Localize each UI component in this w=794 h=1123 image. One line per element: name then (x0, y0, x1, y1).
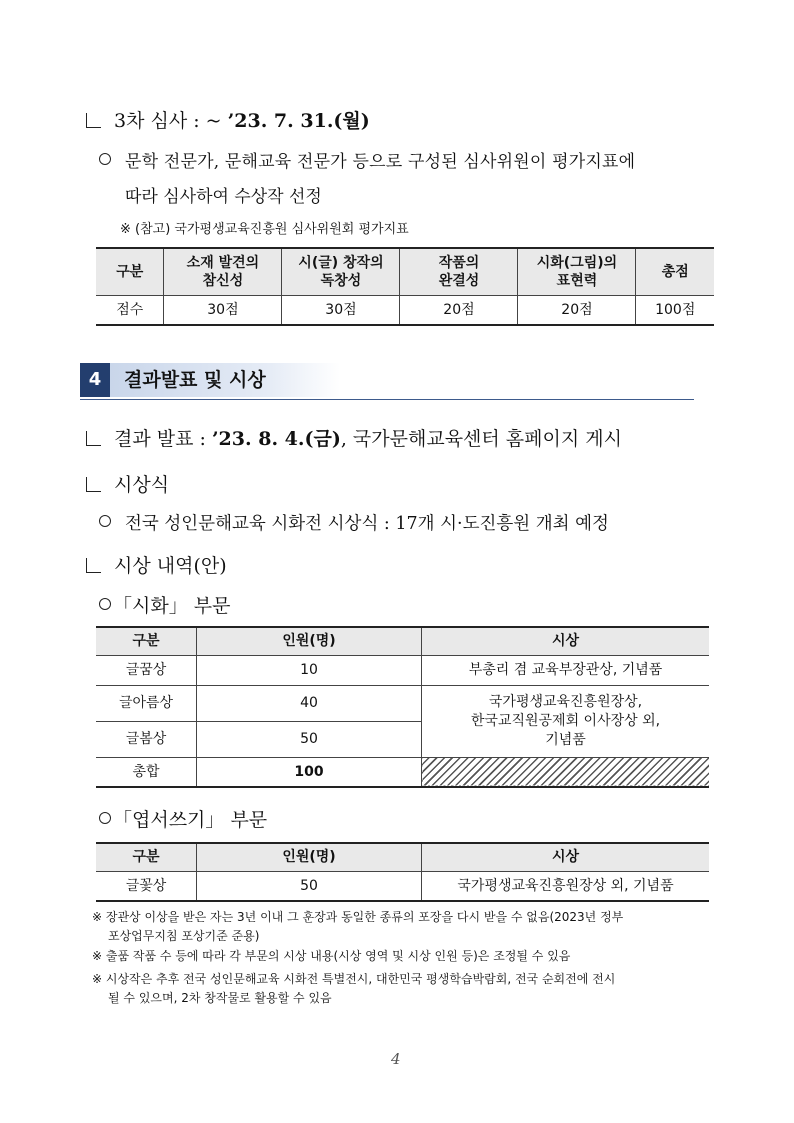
eval-header: 구분 (96, 248, 164, 295)
square-bullet-icon (86, 558, 101, 573)
note-line: 될 수 있으며, 2차 창작물로 활용할 수 있음 (108, 991, 332, 1005)
eval-score: 30점 (282, 295, 400, 325)
ceremony-desc: 전국 성인문해교육 시화전 시상식 : 17개 시·도진흥원 개최 예정 (99, 510, 609, 535)
postcard-header: 시상 (422, 843, 710, 871)
postcard-award-prize: 국가평생교육진흥원장상 외, 기념품 (422, 871, 710, 901)
eval-header: 시(글) 창작의 독창성 (282, 248, 400, 295)
circle-bullet-icon (99, 598, 111, 610)
poem-award-count: 40 (197, 685, 422, 721)
note-line: ※ 출품 작품 수 등에 따라 각 부문의 시상 내용(시상 영역 및 시상 인원 등)은 조정될 수 있음 (92, 949, 571, 963)
circle-bullet-icon (99, 812, 111, 824)
awards-line: 시상 내역(안) (86, 551, 227, 578)
ceremony-line: 시상식 (86, 470, 169, 497)
eval-row-label: 점수 (96, 295, 164, 325)
circle-bullet-icon (99, 515, 111, 527)
poem-awards-table (96, 626, 709, 788)
postcard-header: 구분 (96, 843, 197, 871)
review3-desc-2: 따라 심사하여 수상작 선정 (125, 187, 322, 207)
poem-header: 인원(명) (197, 627, 422, 655)
note-line: ※ 장관상 이상을 받은 자는 3년 이내 그 훈장과 동일한 종류의 포장을 다시 받을 수 없음(2023년 정부 (92, 910, 624, 924)
poem-award-count: 10 (197, 655, 422, 685)
poem-total-value: 100 (197, 757, 422, 787)
poem-header: 구분 (96, 627, 197, 655)
review3-line (86, 106, 370, 133)
postcard-award-count: 50 (197, 871, 422, 901)
evaluation-table (96, 247, 714, 326)
poem-award-merged-prize: 국가평생교육진흥원장상, 한국교직원공제회 이사장상 외, 기념품 (422, 685, 710, 757)
note-line: ※ 시상작은 추후 전국 성인문해교육 시화전 특별전시, 대한민국 평생학습박람회, 전국 순회전에 전시 (92, 972, 616, 986)
eval-score: 30점 (164, 295, 282, 325)
section-header (80, 361, 694, 400)
eval-score: 100점 (636, 295, 714, 325)
section-title: 결과발표 및 시상 (124, 369, 266, 391)
poem-award-name: 글봄상 (96, 721, 197, 757)
review3-date: ’23. 7. 31.(월) (227, 110, 370, 132)
postcard-header: 인원(명) (197, 843, 422, 871)
poem-award-name: 글아름상 (96, 685, 197, 721)
poem-header: 시상 (422, 627, 710, 655)
eval-header: 작품의 완결성 (400, 248, 518, 295)
circle-bullet-icon (99, 153, 111, 165)
review3-desc-1: 문학 전문가, 문해교육 전문가 등으로 구성된 심사위원이 평가지표에 (99, 147, 635, 172)
postcard-award-name: 글꽃상 (96, 871, 197, 901)
hatched-cell (422, 757, 710, 787)
postcard-section-label: 「엽서쓰기」 부문 (99, 805, 267, 832)
postcard-awards-table (96, 842, 709, 902)
square-bullet-icon (86, 113, 101, 128)
poem-award-count: 50 (197, 721, 422, 757)
note-line: 포상업무지침 포상기준 준용) (108, 929, 260, 943)
poem-total-label: 총합 (96, 757, 197, 787)
announce-line: 결과 발표 : ’23. 8. 4.(금), 국가문해교육센터 홈페이지 게시 (86, 424, 622, 451)
poem-award-name: 글꿈상 (96, 655, 197, 685)
square-bullet-icon (86, 477, 101, 492)
section-number: 4 (80, 363, 110, 397)
eval-score: 20점 (518, 295, 636, 325)
review3-reference: ※ (참고) 국가평생교육진흥원 심사위원회 평가지표 (120, 222, 409, 237)
review3-label: 3차 심사 : ~ (114, 110, 228, 132)
poem-award-prize: 부총리 겸 교육부장관상, 기념품 (422, 655, 710, 685)
eval-score: 20점 (400, 295, 518, 325)
eval-header: 총점 (636, 248, 714, 295)
poem-section-label: 「시화」 부문 (99, 591, 230, 618)
eval-header: 소재 발견의 참신성 (164, 248, 282, 295)
square-bullet-icon (86, 431, 101, 446)
page-number: 4 (391, 1050, 401, 1068)
announce-date: ’23. 8. 4.(금) (211, 428, 341, 450)
eval-header: 시화(그림)의 표현력 (518, 248, 636, 295)
